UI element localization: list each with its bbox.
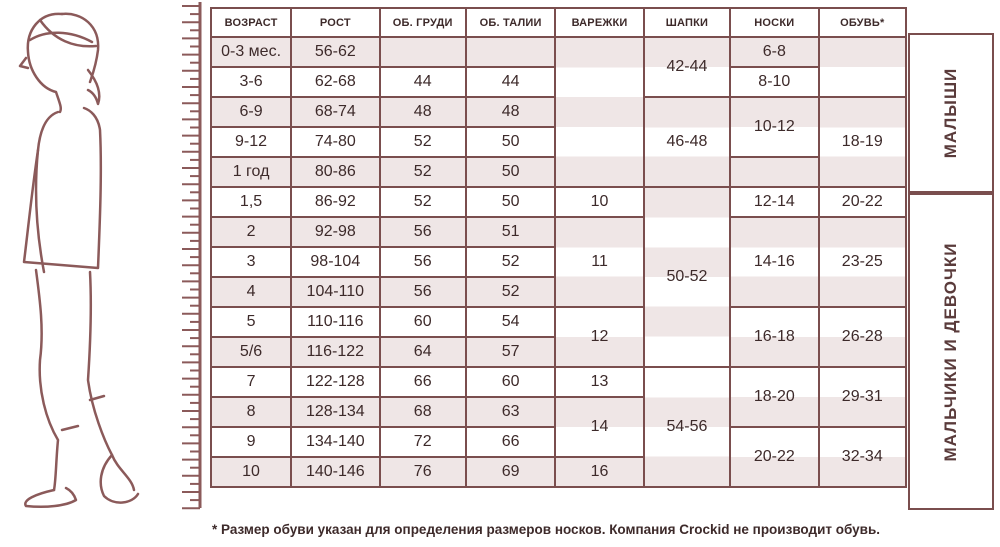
table-row (211, 217, 906, 247)
waist-cell: 60 (466, 367, 555, 397)
waist-cell: 54 (466, 307, 555, 337)
column-header: ВОЗРАСТ (211, 8, 291, 37)
chest-cell: 68 (380, 397, 466, 427)
column-header: ОБ. ГРУДИ (380, 8, 466, 37)
group-kids-box (908, 193, 994, 510)
shoes-cell: 32-34 (819, 427, 906, 487)
height-cell: 140-146 (291, 457, 379, 487)
shoes-cell: 26-28 (819, 307, 906, 367)
shoes-cell: 23-25 (819, 217, 906, 307)
age-cell: 8 (211, 397, 291, 427)
waist-cell: 50 (466, 127, 555, 157)
chest-cell: 48 (380, 97, 466, 127)
chest-cell: 56 (380, 217, 466, 247)
age-cell: 2 (211, 217, 291, 247)
mittens-cell: 10 (555, 187, 643, 217)
age-cell: 1,5 (211, 187, 291, 217)
socks-cell: 14-16 (730, 217, 818, 307)
mittens-cell: 16 (555, 457, 643, 487)
chest-cell: 56 (380, 247, 466, 277)
hats-cell: 42-44 (644, 37, 730, 97)
waist-cell: 63 (466, 397, 555, 427)
age-cell: 9-12 (211, 127, 291, 157)
waist-cell: 52 (466, 247, 555, 277)
shoes-cell: 29-31 (819, 367, 906, 427)
shoes-cell: 20-22 (819, 187, 906, 217)
height-cell: 68-74 (291, 97, 379, 127)
table-row (211, 187, 906, 217)
age-cell: 5 (211, 307, 291, 337)
height-cell: 62-68 (291, 67, 379, 97)
age-cell: 9 (211, 427, 291, 457)
socks-cell: 16-18 (730, 307, 818, 367)
shoes-cell (819, 37, 906, 97)
chest-cell: 72 (380, 427, 466, 457)
waist-cell: 50 (466, 157, 555, 187)
chest-cell: 60 (380, 307, 466, 337)
waist-cell: 57 (466, 337, 555, 367)
mittens-cell: 12 (555, 307, 643, 367)
chest-cell: 52 (380, 187, 466, 217)
socks-cell: 8-10 (730, 67, 818, 97)
waist-cell: 66 (466, 427, 555, 457)
age-cell: 6-9 (211, 97, 291, 127)
socks-cell: 18-20 (730, 367, 818, 427)
child-figure-outline (0, 0, 150, 515)
chest-cell: 76 (380, 457, 466, 487)
height-cell: 98-104 (291, 247, 379, 277)
height-cell: 134-140 (291, 427, 379, 457)
height-cell: 104-110 (291, 277, 379, 307)
hats-cell: 54-56 (644, 367, 730, 487)
waist-cell: 52 (466, 277, 555, 307)
column-header: ШАПКИ (644, 8, 730, 37)
height-cell: 92-98 (291, 217, 379, 247)
waist-cell: 50 (466, 187, 555, 217)
age-cell: 0-3 мес. (211, 37, 291, 67)
height-cell: 74-80 (291, 127, 379, 157)
column-header: ВАРЕЖКИ (555, 8, 643, 37)
group-kids-label: МАЛЬЧИКИ И ДЕВОЧКИ (941, 241, 960, 462)
socks-cell (730, 157, 818, 187)
mittens-cell: 14 (555, 397, 643, 457)
socks-cell: 12-14 (730, 187, 818, 217)
hats-cell: 46-48 (644, 97, 730, 187)
socks-cell: 10-12 (730, 97, 818, 157)
chest-cell: 64 (380, 337, 466, 367)
size-chart-table (210, 7, 907, 488)
table-row (211, 307, 906, 337)
age-cell: 10 (211, 457, 291, 487)
height-cell: 122-128 (291, 367, 379, 397)
waist-cell (466, 37, 555, 67)
column-header: РОСТ (291, 8, 379, 37)
table-row (211, 367, 906, 397)
shoes-cell: 18-19 (819, 97, 906, 187)
waist-cell: 48 (466, 97, 555, 127)
column-header: НОСКИ (730, 8, 818, 37)
age-cell: 3 (211, 247, 291, 277)
chest-cell: 66 (380, 367, 466, 397)
waist-cell: 51 (466, 217, 555, 247)
chest-cell: 52 (380, 157, 466, 187)
chest-cell (380, 37, 466, 67)
waist-cell: 44 (466, 67, 555, 97)
group-babies-label: МАЛЫШИ (941, 67, 960, 159)
age-cell: 7 (211, 367, 291, 397)
height-cell: 86-92 (291, 187, 379, 217)
height-cell: 56-62 (291, 37, 379, 67)
group-babies-box (908, 33, 994, 193)
chest-cell: 44 (380, 67, 466, 97)
mittens-cell: 13 (555, 367, 643, 397)
height-ruler (170, 0, 204, 510)
chest-cell: 52 (380, 127, 466, 157)
column-header: ОБ. ТАЛИИ (466, 8, 555, 37)
height-cell: 128-134 (291, 397, 379, 427)
height-cell: 116-122 (291, 337, 379, 367)
chest-cell: 56 (380, 277, 466, 307)
footnote: * Размер обуви указан для определения размеров носков. Компания Crockid не производит обувь. (212, 522, 880, 537)
age-cell: 4 (211, 277, 291, 307)
mittens-cell: 11 (555, 217, 643, 307)
socks-cell: 20-22 (730, 427, 818, 487)
hats-cell: 50-52 (644, 187, 730, 367)
waist-cell: 69 (466, 457, 555, 487)
height-cell: 110-116 (291, 307, 379, 337)
table-row (211, 37, 906, 67)
socks-cell: 6-8 (730, 37, 818, 67)
mittens-cell (555, 37, 643, 187)
age-cell: 5/6 (211, 337, 291, 367)
age-cell: 3-6 (211, 67, 291, 97)
height-cell: 80-86 (291, 157, 379, 187)
column-header: ОБУВЬ* (819, 8, 906, 37)
age-cell: 1 год (211, 157, 291, 187)
